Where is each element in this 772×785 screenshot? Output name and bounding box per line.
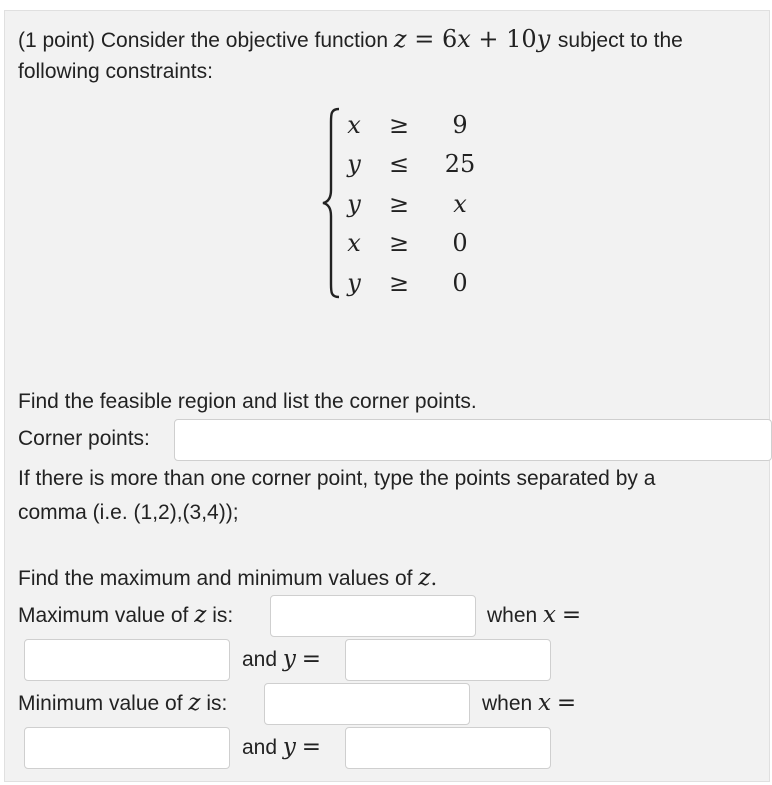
min-value-input[interactable] xyxy=(265,684,469,724)
constraint-row xyxy=(322,149,482,179)
max-label xyxy=(18,600,233,631)
constraint-row xyxy=(322,189,482,219)
objective-coef-x: 6 xyxy=(441,25,458,53)
max-x-field[interactable] xyxy=(24,639,230,681)
constraint-rhs: x xyxy=(453,190,467,218)
max-var-x: x xyxy=(543,602,557,628)
constraint-rhs: 0 xyxy=(452,229,468,257)
objective-var-x: x xyxy=(457,25,471,53)
min-y-field[interactable] xyxy=(345,727,551,769)
objective-equals: = xyxy=(414,25,435,53)
min-value-field[interactable] xyxy=(264,683,470,725)
min-and-text: and xyxy=(242,736,278,759)
corner-hint-line1: If there is more than one corner point, type the points separated by a xyxy=(18,467,656,490)
max-when-label xyxy=(487,600,581,631)
objective-coef-y: 10 xyxy=(506,25,537,53)
min-var-z: z xyxy=(188,690,201,716)
min-is-text: is: xyxy=(206,692,228,715)
max-is-text: is: xyxy=(212,604,234,627)
corner-points-label: Corner points: xyxy=(18,427,150,450)
max-and-label xyxy=(242,644,321,675)
max-y-field[interactable] xyxy=(345,639,551,681)
constraint-lhs: x xyxy=(347,229,361,257)
max-var-z: z xyxy=(194,602,207,628)
constraint-op: ≥ xyxy=(388,190,410,218)
constraint-op: ≥ xyxy=(388,229,410,257)
min-when-label xyxy=(482,688,576,719)
max-value-field[interactable] xyxy=(270,595,476,637)
intro-text-end: subject to the xyxy=(557,29,683,52)
corner-hint-line2: comma (i.e. (1,2),(3,4)); xyxy=(18,501,239,524)
constraint-op: ≥ xyxy=(388,111,410,139)
objective-z: z xyxy=(393,25,407,53)
min-label xyxy=(18,688,227,719)
objective-var-y: y xyxy=(536,25,551,53)
max-value-input[interactable] xyxy=(271,596,475,636)
min-var-y: y xyxy=(282,734,296,760)
constraint-lhs: y xyxy=(347,150,361,178)
min-y-input[interactable] xyxy=(346,728,550,768)
max-when-text: when xyxy=(487,604,538,627)
constraint-row xyxy=(322,110,482,140)
constraint-op: ≤ xyxy=(388,150,410,178)
min-and-label xyxy=(242,732,321,763)
corner-instruction: Find the feasible region and list the corner points. xyxy=(18,390,477,413)
constraint-lhs: y xyxy=(347,269,361,297)
constraint-rhs: 25 xyxy=(444,150,476,178)
objective-plus: + xyxy=(478,25,499,53)
extrema-instruction-text: Find the maximum and minimum values of xyxy=(18,567,413,590)
max-y-input[interactable] xyxy=(346,640,550,680)
min-x-field[interactable] xyxy=(24,727,230,769)
max-x-equals: = xyxy=(561,602,582,628)
problem-intro-line2: following constraints: xyxy=(18,60,213,83)
constraint-lhs: x xyxy=(347,111,361,139)
max-label-text: Maximum value of xyxy=(18,604,189,627)
min-y-equals: = xyxy=(301,734,322,760)
max-var-y: y xyxy=(282,646,296,672)
max-y-equals: = xyxy=(301,646,322,672)
min-x-input[interactable] xyxy=(25,728,229,768)
min-when-text: when xyxy=(482,692,533,715)
min-var-x: x xyxy=(538,690,552,716)
constraint-rhs: 9 xyxy=(452,111,468,139)
constraint-op: ≥ xyxy=(388,269,410,297)
constraint-lhs: y xyxy=(347,190,361,218)
constraint-row xyxy=(322,268,482,298)
min-x-equals: = xyxy=(556,690,577,716)
constraint-row xyxy=(322,228,482,258)
objective-function xyxy=(394,25,558,53)
intro-text: (1 point) Consider the objective function xyxy=(18,29,389,52)
corner-points-input[interactable] xyxy=(175,420,771,460)
corner-points-field[interactable] xyxy=(174,419,772,461)
min-label-text: Minimum value of xyxy=(18,692,183,715)
problem-intro-line1 xyxy=(18,24,683,56)
max-and-text: and xyxy=(242,648,278,671)
extrema-instruction xyxy=(18,563,437,594)
max-x-input[interactable] xyxy=(25,640,229,680)
constraint-system xyxy=(322,106,482,300)
extrema-period: . xyxy=(430,566,438,590)
constraint-rhs: 0 xyxy=(452,269,468,297)
extrema-var-z: z xyxy=(418,565,431,591)
